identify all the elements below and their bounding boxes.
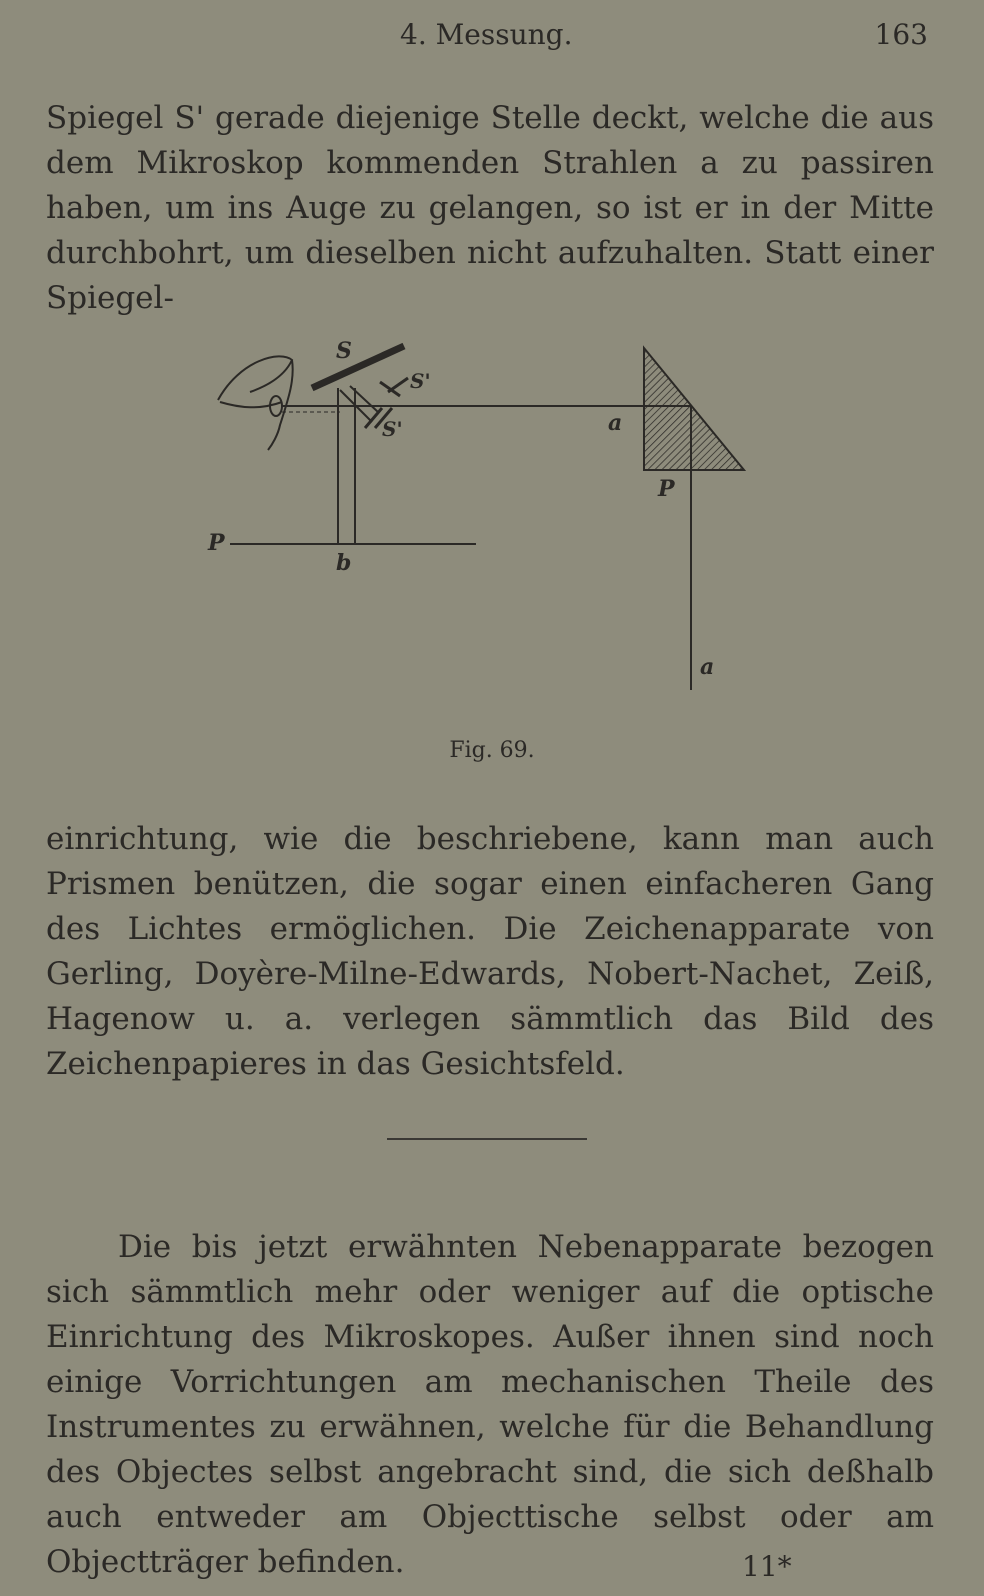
prism-p bbox=[644, 348, 744, 470]
figure-caption: Fig. 69. bbox=[449, 738, 535, 763]
running-head bbox=[0, 18, 984, 58]
label-a-vertical: a bbox=[700, 654, 715, 680]
support-lines bbox=[338, 386, 378, 544]
mirror-s bbox=[312, 346, 404, 388]
running-head-title: 4. Messung. bbox=[400, 18, 573, 51]
section-divider bbox=[387, 1138, 587, 1140]
figure-69-diagram bbox=[200, 330, 780, 710]
page-number: 163 bbox=[874, 18, 928, 51]
label-s-prime-upper: S' bbox=[410, 369, 431, 393]
label-s: S bbox=[336, 338, 352, 364]
eye-drawing bbox=[218, 356, 293, 450]
label-p-left: P bbox=[208, 530, 225, 556]
label-b: b bbox=[336, 550, 352, 576]
paragraph-prisms: einrichtung, wie die beschriebene, kann man auch Prismen benützen, die sogar einen einfacheren Gang des Lichtes ermöglichen. Die Zeichenapparate von Gerling, Doyère-Milne-Edwards, Nobert-Nachet, Zeiß, Hagenow u. a. verlegen sämmtlich das Bild des Zeichenpapieres in das Gesichtsfeld. bbox=[46, 821, 934, 1082]
label-s-prime-lower: S' bbox=[382, 417, 403, 441]
paragraph-mechanical: Die bis jetzt erwähnten Nebenapparate bezogen sich sämmtlich mehr oder weniger auf die optische Einrichtung des Mikroskopes. Außer ihnen sind noch einige Vorrichtungen am mechanischen Theile des Instrumentes zu erwähnen, welche für die Behandlung des Objectes selbst angebracht sind, die sich deßhalb auch entweder am Objecttische selbst oder am Objectträger befinden. bbox=[46, 1229, 934, 1580]
camera-lucida-diagram bbox=[200, 330, 780, 710]
label-a-horizontal: a bbox=[608, 410, 623, 436]
label-p-prism: P bbox=[658, 476, 675, 502]
paragraph-continued: Spiegel S' gerade diejenige Stelle deckt, welche die aus dem Mikroskop kommenden Strahlen a zu passiren haben, um ins Auge zu gelangen, so ist er in der Mitte durchbohrt, um dieselben nicht aufzuhalten. Statt einer Spiegel- bbox=[46, 100, 934, 316]
signature-mark: 11* bbox=[742, 1550, 792, 1583]
